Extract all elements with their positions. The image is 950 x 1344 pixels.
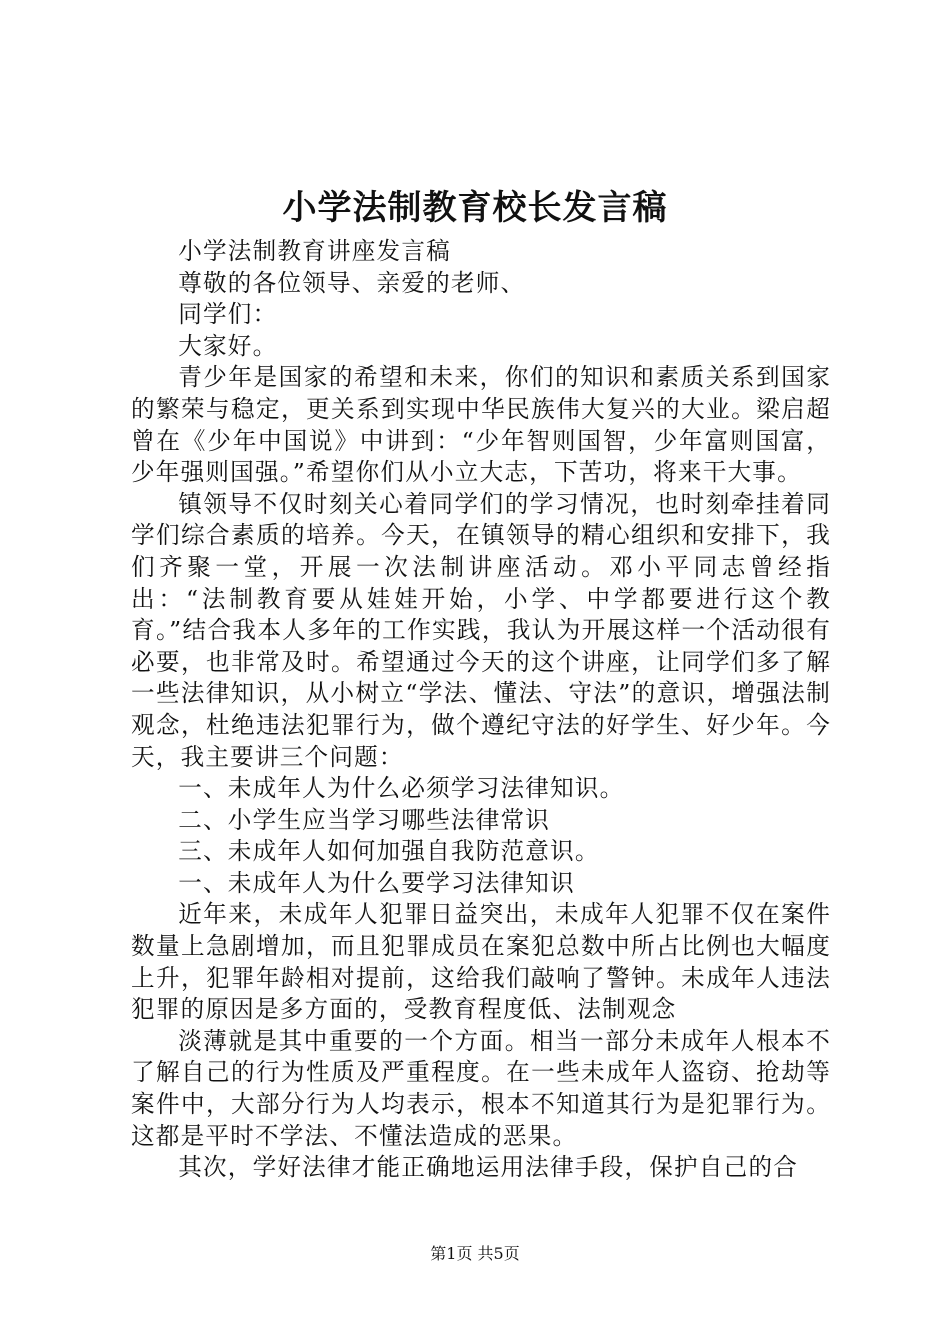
paragraph: 尊敬的各位领导、亲爱的老师、 (178, 268, 526, 297)
page-number-footer: 第1页 共5页 (430, 1244, 520, 1263)
document-body (131, 236, 831, 1184)
paragraph: 淡薄就是其中重要的一个方面。相当一部分未成年人根本不了解自己的行为性质及严重程度。在一些未成年人盗窃、抢劫等案件中，大部分行为人均表示，根本不知道其行为是犯罪行为。这都是平时不学法、不懂法造成的恶果。 (131, 1026, 831, 1150)
paragraph: 镇领导不仅时刻关心着同学们的学习情况，也时刻牵挂着同学们综合素质的培养。今天，在镇领导的精心组织和安排下，我们齐聚一堂，开展一次法制讲座活动。邓小平同志曾经指出：“法制教育要从娃娃开始，小学、中学都要进行这个教育。”结合我本人多年的工作实践，我认为开展这样一个活动很有必要，也非常及时。希望通过今天的这个讲座，让同学们多了解一些法律知识，从小树立“学法、懂法、守法”的意识，增强法制观念，杜绝违法犯罪行为，做个遵纪守法的好学生、好少年。今天，我主要讲三个问题： (131, 489, 831, 771)
paragraph: 其次，学好法律才能正确地运用法律手段，保护自己的合 (178, 1153, 799, 1182)
paragraph: 二、小学生应当学习哪些法律常识 (178, 805, 551, 834)
document-title: 小学法制教育校长发言稿 (282, 188, 668, 228)
paragraph: 一、未成年人为什么必须学习法律知识。 (178, 774, 625, 803)
paragraph: 一、未成年人为什么要学习法律知识 (178, 868, 575, 897)
paragraph: 同学们： (178, 300, 278, 329)
paragraph: 青少年是国家的希望和未来，你们的知识和素质关系到国家的繁荣与稳定，更关系到实现中华民族伟大复兴的大业。梁启超曾在《少年中国说》中讲到：“少年智则国智，少年富则国富，少年强则国强。”希望你们从小立大志，下苦功，将来干大事。 (131, 363, 831, 487)
paragraph: 小学法制教育讲座发言稿 (178, 237, 451, 265)
paragraph: 大家好。 (178, 331, 278, 360)
paragraph: 近年来，未成年人犯罪日益突出，未成年人犯罪不仅在案件数量上急剧增加，而且犯罪成员在案犯总数中所占比例也大幅度上升，犯罪年龄相对提前，这给我们敲响了警钟。未成年人违法犯罪的原因是多方面的，受教育程度低、法制观念 (131, 900, 831, 1024)
paragraph: 三、未成年人如何加强自我防范意识。 (178, 837, 600, 866)
